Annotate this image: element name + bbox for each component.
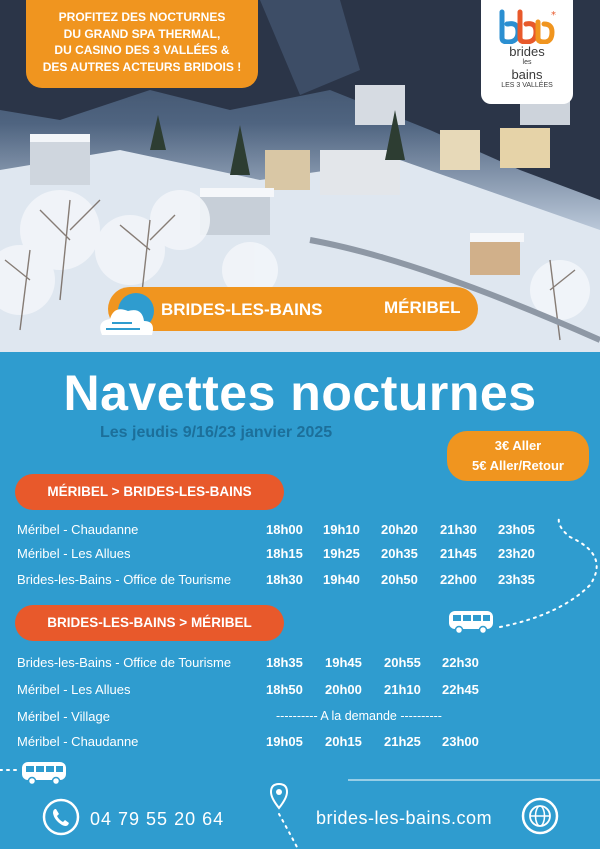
section-header-meribel-brides: MÉRIBEL > BRIDES-LES-BAINS — [15, 474, 284, 510]
promo-line: DU GRAND SPA THERMAL, — [63, 26, 221, 41]
promo-line: DES AUTRES ACTEURS BRIDOIS ! — [42, 59, 242, 74]
departure-time: 18h15 — [266, 546, 303, 561]
stop-name: Méribel - Les Allues — [17, 546, 131, 561]
phone-number[interactable]: 04 79 55 20 64 — [90, 809, 225, 829]
departure-time: 20h20 — [381, 522, 418, 537]
divider-line — [348, 778, 600, 782]
route-to: MÉRIBEL — [384, 298, 461, 317]
departure-time: 20h50 — [381, 572, 418, 587]
departure-time: 18h30 — [266, 572, 303, 587]
stop-name: Brides-les-Bains - Office de Tourisme — [17, 572, 232, 587]
stop-name: Méribel - Les Allues — [17, 682, 131, 697]
brand-logo — [481, 0, 573, 104]
on-demand-note: ---------- A la demande ---------- — [276, 709, 442, 723]
price-return: 5€ Aller/Retour — [472, 458, 564, 473]
globe-icon — [521, 797, 559, 835]
departure-time: 22h45 — [442, 682, 479, 697]
timetable-row — [0, 732, 600, 752]
stop-name: Méribel - Chaudanne — [17, 522, 139, 537]
departure-time: 18h35 — [266, 655, 303, 670]
departure-time: 20h15 — [325, 734, 362, 749]
departure-time: 23h00 — [442, 734, 479, 749]
page-title: Navettes nocturnes — [63, 365, 537, 421]
location-pin-icon — [268, 782, 308, 849]
bus-icon — [447, 609, 495, 635]
stop-name: Brides-les-Bains - Office de Tourisme — [17, 655, 232, 670]
stop-name: Méribel - Chaudanne — [17, 734, 139, 749]
timetable-row — [0, 707, 600, 727]
departure-time: 19h45 — [325, 655, 362, 670]
departure-time: 19h25 — [323, 546, 360, 561]
price-one-way: 3€ Aller — [494, 438, 542, 453]
dates-subtitle: Les jeudis 9/16/23 janvier 2025 — [100, 424, 333, 441]
departure-time: 21h10 — [384, 682, 421, 697]
route-from: BRIDES-LES-BAINS — [161, 300, 323, 319]
dotted-route-line — [0, 762, 20, 776]
logo-tagline: LES 3 VALLÉES — [501, 82, 553, 89]
departure-time: 22h00 — [440, 572, 477, 587]
route-banner — [108, 287, 478, 331]
departure-time: 19h10 — [323, 522, 360, 537]
departure-time: 22h30 — [442, 655, 479, 670]
bus-icon — [20, 760, 68, 786]
phone-icon — [42, 798, 80, 836]
promo-line: PROFITEZ DES NOCTURNES — [58, 10, 226, 24]
departure-time: 21h25 — [384, 734, 421, 749]
departure-time: 19h05 — [266, 734, 303, 749]
departure-time: 21h45 — [440, 546, 477, 561]
departure-time: 20h00 — [325, 682, 362, 697]
moon-cloud-icon — [96, 291, 162, 341]
departure-time: 18h00 — [266, 522, 303, 537]
svg-text:*: * — [551, 10, 556, 21]
price-badge — [447, 431, 589, 481]
promo-banner — [26, 0, 258, 88]
website-link[interactable]: brides-les-bains.com — [316, 808, 493, 828]
departure-time: 23h20 — [498, 546, 535, 561]
logo-text: bains — [511, 67, 543, 82]
departure-time: 20h55 — [384, 655, 421, 670]
logo-mark-icon — [496, 8, 558, 44]
departure-time: 19h40 — [323, 572, 360, 587]
departure-time: 23h35 — [498, 572, 535, 587]
timetable-row — [0, 653, 600, 673]
departure-time: 23h05 — [498, 522, 535, 537]
logo-text: brides — [509, 44, 545, 59]
departure-time: 20h35 — [381, 546, 418, 561]
departure-time: 21h30 — [440, 522, 477, 537]
stop-name: Méribel - Village — [17, 709, 110, 724]
promo-line: DU CASINO DES 3 VALLÉES & — [54, 43, 230, 57]
departure-time: 18h50 — [266, 682, 303, 697]
logo-text-small: les — [522, 59, 532, 66]
section-header-brides-meribel: BRIDES-LES-BAINS > MÉRIBEL — [15, 605, 284, 641]
timetable-row — [0, 680, 600, 700]
